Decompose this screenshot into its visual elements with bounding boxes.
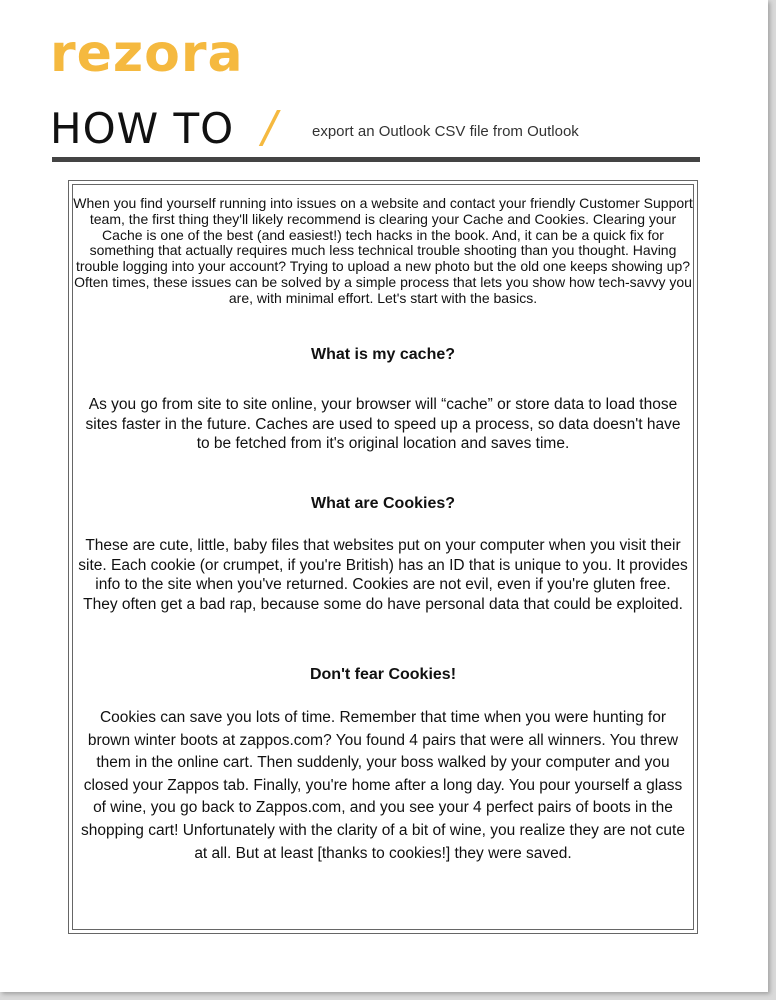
title-slash: / [262, 102, 277, 153]
section-heading-cookies: What are Cookies? [310, 495, 456, 512]
section-body-dont-fear: Cookies can save you lots of time. Remember that time when you were hunting for brown winter boots at zappos.com? You found 4 pairs that were all winners. You threw them in the online cart. Then suddenly, your boss walked by your computer and you closed your Zappos tab. Finally, you're home after a long day. You pour yourself a glass of wine, you go back to Zappos.com, and you see your 4 perfect pairs of boots in the shopping cart! Unfortunately with the clarity of a bit of wine, you realize they are not cute at all. But at least [thanks to cookies!] they were saved. [81, 709, 685, 862]
header-divider [52, 157, 700, 162]
page-title: HOW TO [50, 104, 235, 153]
section-body-cookies: These are cute, little, baby files that websites put on your computer when you visit their site. Each cookie (or crumpet, if you're British) has an ID that is unique to you. It provides info to the site when you've returned. Cookies are not evil, even if you're gluten free. They often get a bad rap, because some do have personal data that could be exploited. [78, 537, 688, 613]
rezora-logo: rezora [50, 24, 244, 84]
section-heading-cache: What is my cache? [310, 346, 456, 363]
page-subtitle: export an Outlook CSV file from Outlook [312, 123, 579, 140]
section-heading-dont-fear: Don't fear Cookies! [309, 666, 457, 683]
section-body-cache: As you go from site to site online, your browser will “cache” or store data to load those sites faster in the future. Caches are used to speed up a process, so data doesn't have to be fetched from it's original location and saves time. [85, 396, 681, 453]
intro-paragraph: When you find yourself running into issues on a website and contact your friendly Customer Support team, the first thing they'll likely recommend is clearing your Cache and Cookies. Clearing your Cache is one of the best (and easiest!) tech hacks in the book. And, it can be a quick fix for something that actually requires much less technical trouble shooting than you thought. Having trouble logging into your account? Trying to upload a new photo but the old one keeps showing up? Often times, these issues can be solved by a simple process that lets you show how tech-savvy you are, with minimal effort. Let's start with the basics. [73, 195, 693, 306]
